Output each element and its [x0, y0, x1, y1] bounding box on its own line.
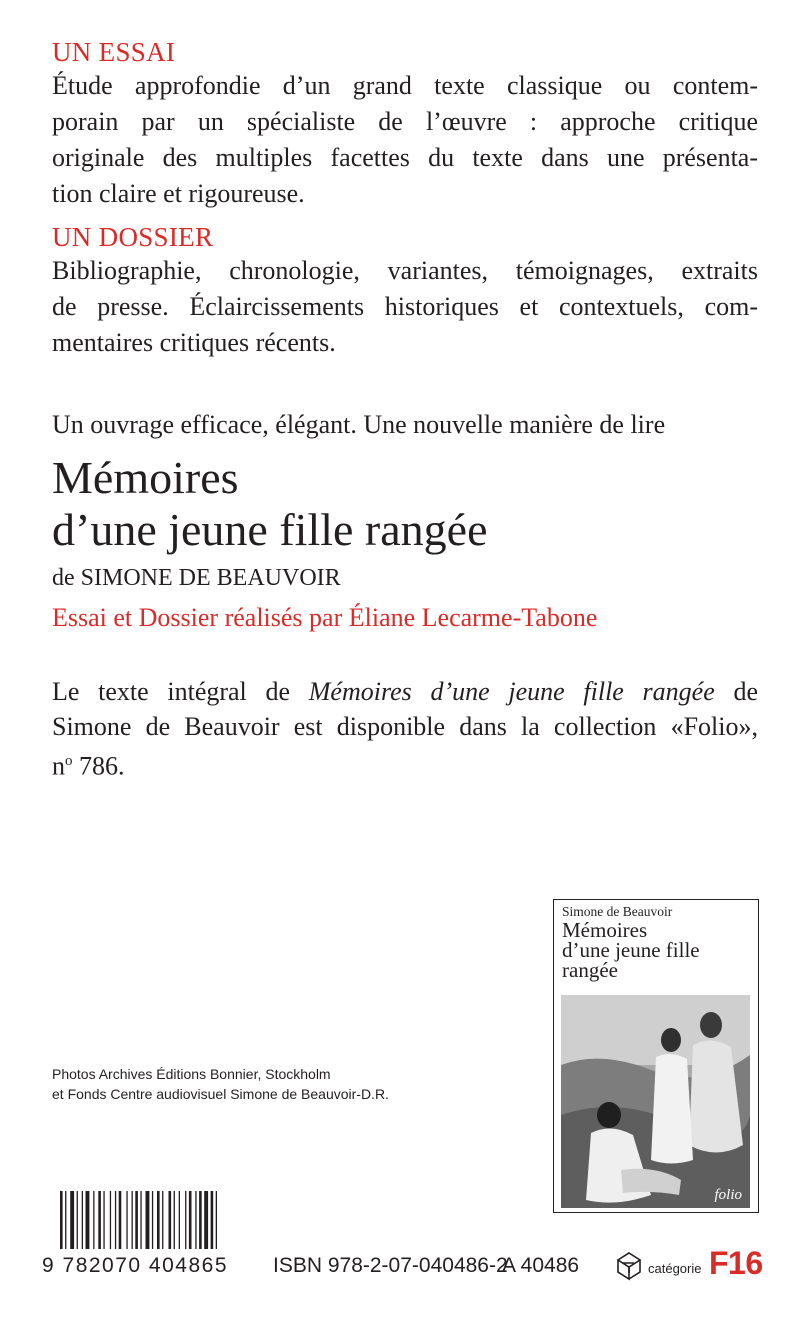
author-prefix: de — [52, 565, 81, 591]
availability-title: Mémoires d’une jeune fille rangée — [308, 677, 715, 706]
availability-text: n — [52, 751, 65, 781]
dossier-line: Bibliographie, chronologie, variantes, témoignages, extraits — [52, 256, 758, 285]
availability-sup: o — [65, 753, 73, 769]
barcode-digits: 9 782070 404865 — [42, 1254, 228, 1277]
gallimard-logo-icon — [612, 1250, 646, 1284]
dossier-heading: UN DOSSIER — [52, 222, 214, 252]
book-title-line: d’une jeune fille rangée — [52, 504, 488, 555]
essai-line: porain par un spécialiste de l’œuvre : approche critique — [52, 107, 758, 136]
availability-line — [52, 744, 758, 784]
availability-text: Le texte intégral de — [52, 677, 309, 706]
cover-photo — [561, 995, 750, 1208]
dossier-line: de presse. Éclaircissements historiques et contextuels, com- — [52, 292, 758, 321]
cover-thumbnail — [553, 899, 759, 1213]
availability-line — [52, 674, 758, 709]
essai-line: originale des multiples facettes du texte dans une présenta- — [52, 143, 758, 172]
tagline: Un ouvrage efficace, élégant. Une nouvelle manière de lire — [52, 410, 666, 439]
barcode — [60, 1191, 265, 1251]
category-code: F16 — [709, 1245, 763, 1281]
cover-photo-image — [561, 995, 750, 1208]
availability-text: 786. — [72, 751, 125, 781]
availability-line: Simone de Beauvoir est disponible dans la collection «Folio», — [52, 712, 758, 741]
cover-title-line: rangée — [562, 958, 618, 982]
cover-title — [562, 920, 752, 980]
cover-title-line: Mémoires — [562, 918, 648, 942]
photo-credits — [52, 1064, 389, 1104]
essai-heading: UN ESSAI — [52, 37, 176, 67]
author-name: SIMONE DE BEAUVOIR — [80, 565, 341, 591]
cover-author: Simone de Beauvoir — [562, 904, 673, 919]
essai-line: Étude approfondie d’un grand texte classique ou contem- — [52, 71, 758, 100]
essai-section — [52, 36, 758, 212]
essai-credit: Essai et Dossier réalisés par Éliane Lecarme-Tabone — [52, 603, 598, 632]
category-label: catégorie — [648, 1261, 702, 1276]
photo-credits-line: et Fonds Centre audiovisuel Simone de Beauvoir-D.R. — [52, 1086, 389, 1102]
essai-line: tion claire et rigoureuse. — [52, 179, 305, 208]
book-title-line: Mémoires — [52, 452, 239, 503]
dossier-section — [52, 221, 758, 361]
isbn: ISBN 978-2-07-040486-2 — [273, 1254, 508, 1277]
essai-description — [52, 68, 758, 212]
product-code: A 40486 — [502, 1254, 580, 1277]
cover-imprint: folio — [714, 1187, 742, 1203]
availability-text: de — [714, 677, 759, 706]
cover-title-line: d’une jeune fille — [562, 938, 700, 962]
dossier-line: mentaires critiques récents. — [52, 328, 336, 357]
book-title — [52, 452, 758, 556]
book-author — [52, 563, 758, 593]
dossier-description — [52, 253, 758, 361]
photo-credits-line: Photos Archives Éditions Bonnier, Stockholm — [52, 1066, 331, 1082]
availability-note — [52, 674, 758, 784]
